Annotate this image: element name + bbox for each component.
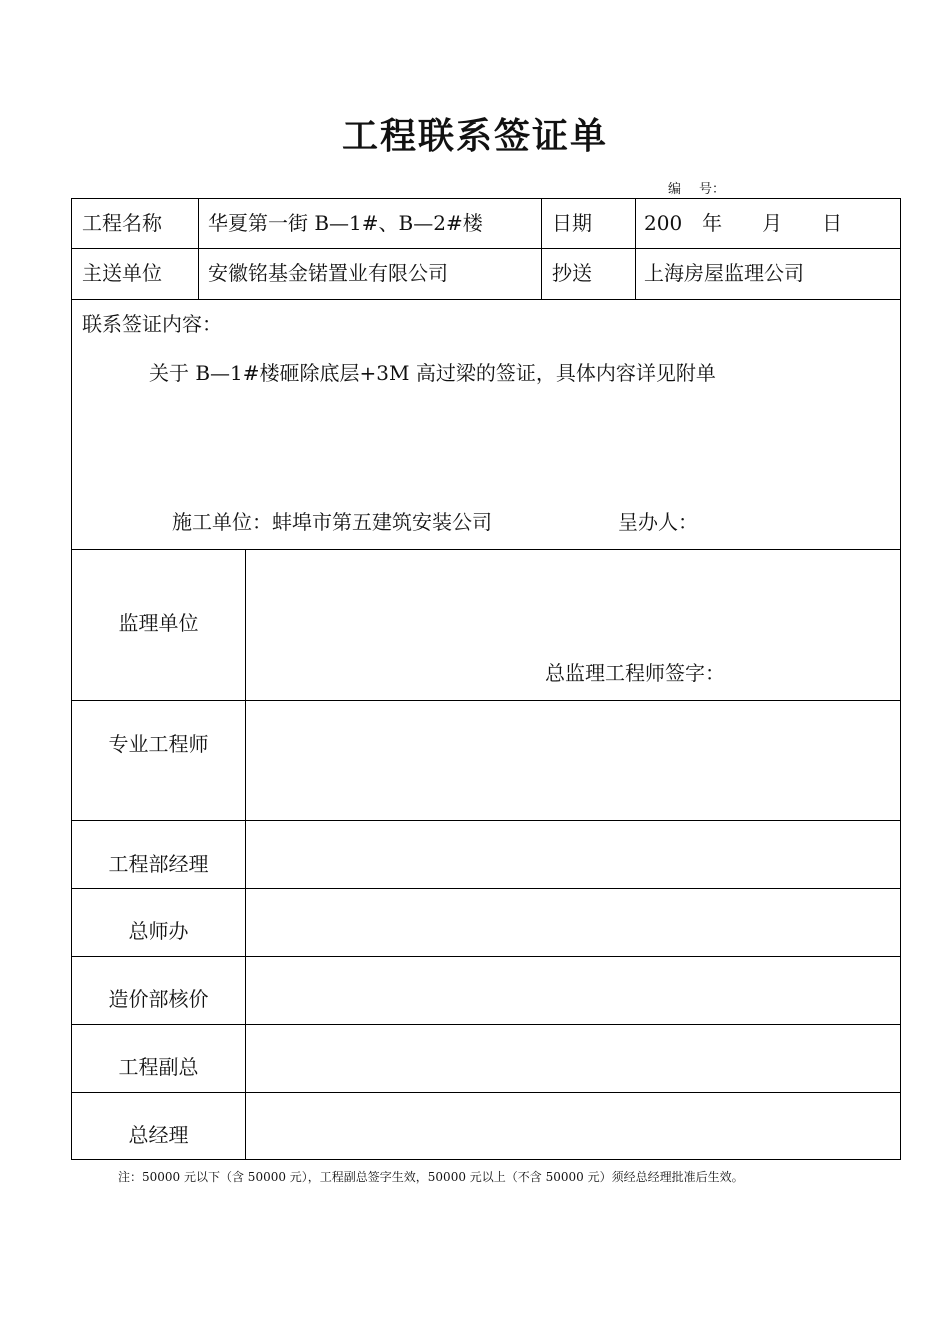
row-divider (72, 888, 900, 889)
document-title: 工程联系签证单 (341, 115, 608, 157)
serial-label-a: 编 (668, 182, 682, 197)
footnote: 注：50000 元以下（含 50000 元），工程副总签字生效，50000 元以上（不含 50000 元）须经总经理批准后生效。 (118, 1170, 744, 1184)
submitter: 呈办人： (618, 510, 698, 534)
cc-label: 抄送 (552, 261, 592, 285)
row-divider (72, 700, 900, 701)
project-name-label: 工程名称 (82, 211, 162, 235)
date-value: 200 年 月 日 (644, 211, 843, 235)
project-name-value: 华夏第一街 B—1#、B—2#楼 (208, 211, 483, 235)
col-divider (541, 199, 542, 299)
col-divider (198, 199, 199, 299)
serial-number (668, 178, 725, 197)
date-label: 日期 (552, 211, 592, 235)
approval-supervisor: 监理单位 (118, 611, 199, 635)
cc-value: 上海房屋监理公司 (644, 261, 804, 285)
approval-chief-office: 总师办 (128, 919, 189, 943)
content-label: 联系签证内容： (82, 312, 222, 336)
row-divider (72, 248, 900, 249)
row-divider (72, 1092, 900, 1093)
row-divider (72, 956, 900, 957)
supervisor-sign: 总监理工程师签字： (545, 661, 725, 685)
col-divider (635, 199, 636, 299)
row-divider (72, 820, 900, 821)
form-table (71, 198, 901, 1160)
col-divider (245, 549, 246, 1159)
approval-engineer: 专业工程师 (108, 732, 209, 756)
row-divider (72, 299, 900, 300)
content-body: 关于 B—1#楼砸除底层+3M 高过梁的签证，具体内容详见附单 (149, 361, 716, 385)
row-divider (72, 549, 900, 550)
main-unit-value: 安徽铭基金锘置业有限公司 (208, 261, 448, 285)
approval-gm: 总经理 (128, 1123, 189, 1147)
serial-label-b: 号： (699, 182, 726, 197)
approval-vice-gm: 工程副总 (118, 1055, 199, 1079)
main-unit-label: 主送单位 (82, 261, 162, 285)
contractor: 施工单位：蚌埠市第五建筑安装公司 (172, 510, 492, 534)
approval-eng-manager: 工程部经理 (108, 852, 209, 876)
approval-cost-dept: 造价部核价 (108, 987, 209, 1011)
row-divider (72, 1024, 900, 1025)
